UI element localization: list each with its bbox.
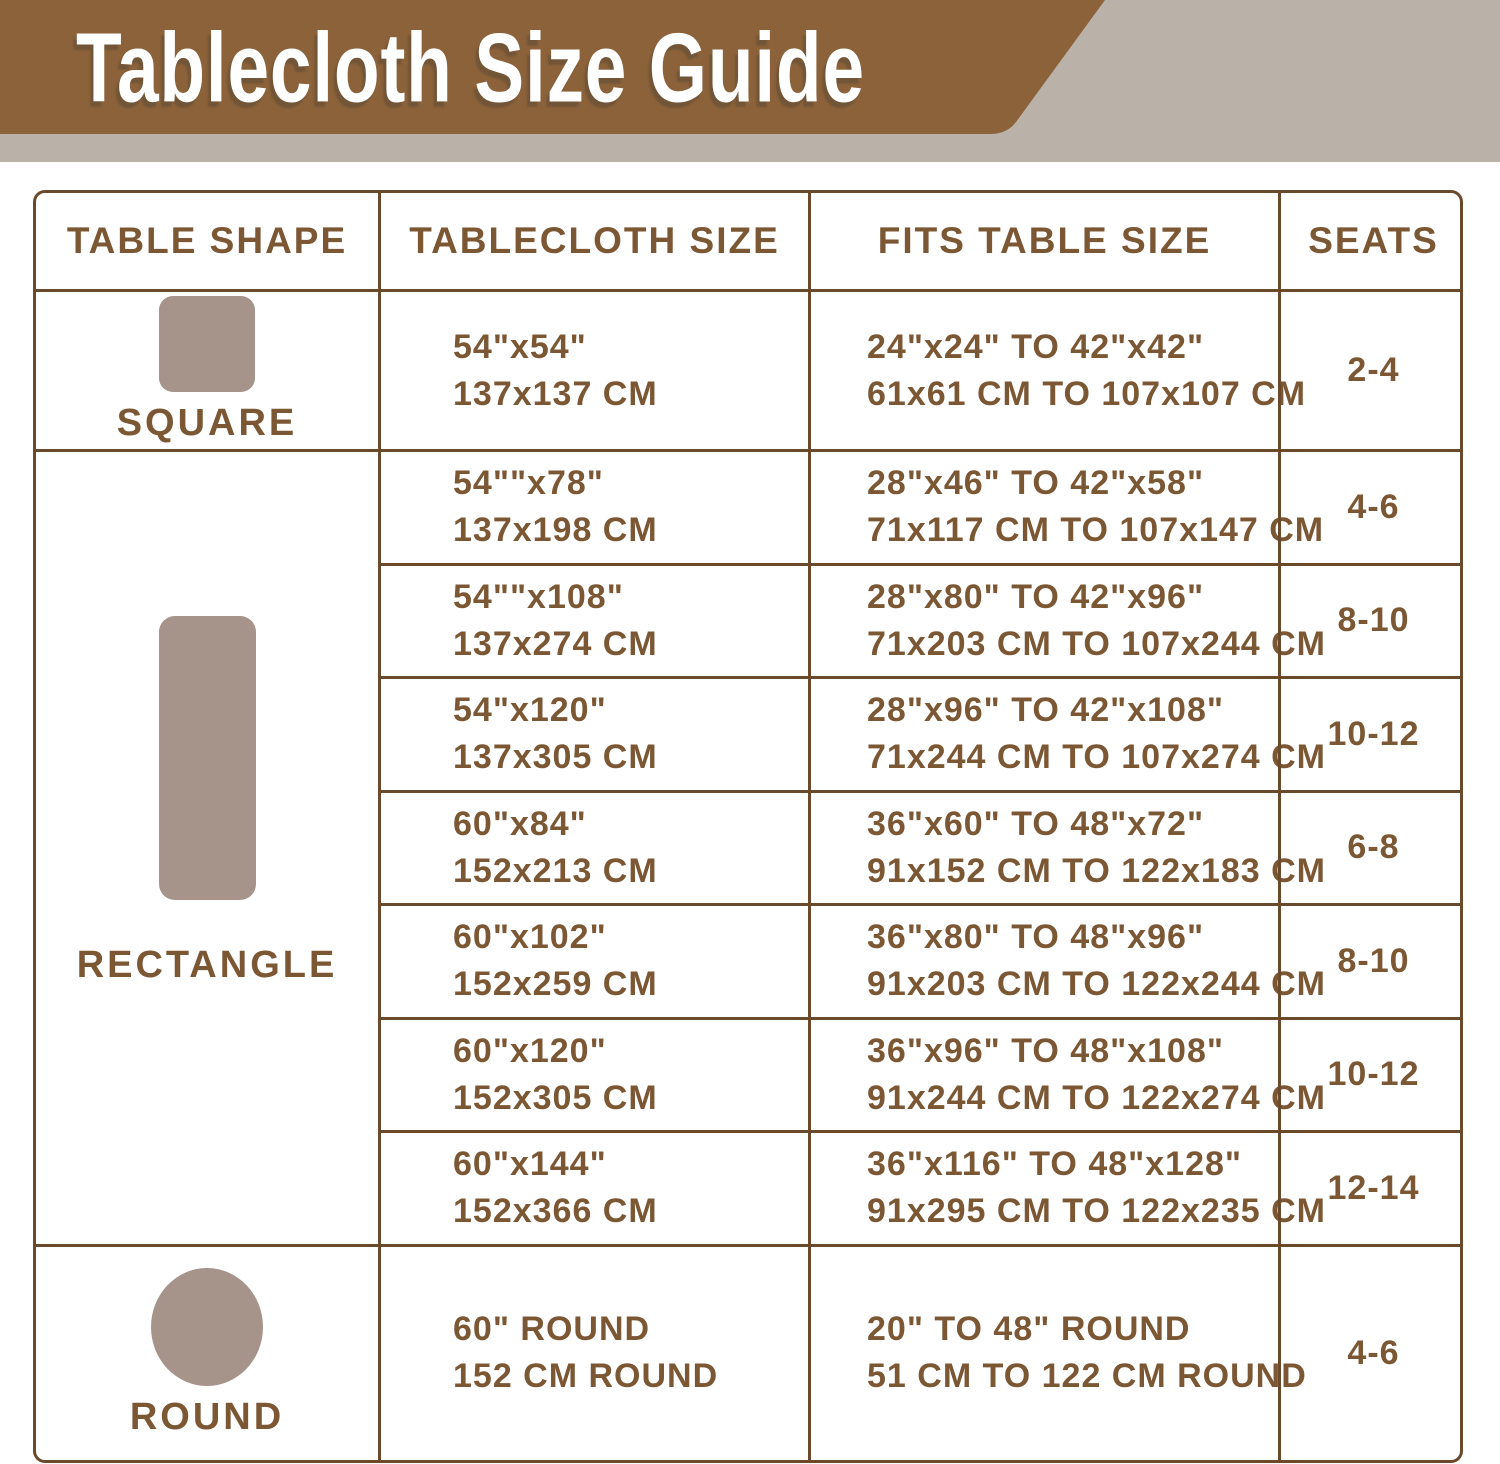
fits-size-inches: 36"x116" TO 48"x128": [867, 1145, 1243, 1184]
cloth-size-cm: 137x137 CM: [453, 374, 658, 413]
table-cell-seats: [1278, 903, 1463, 1017]
fits-size-inches: 24"x24" TO 42"x42": [867, 327, 1205, 366]
table-cell-seats: [1278, 289, 1463, 449]
cloth-size-cm: 152x305 CM: [453, 1078, 658, 1117]
shape-cell-rectangle: [36, 449, 378, 1244]
table-cell-cloth-size: [378, 289, 808, 449]
fits-size-cm: 91x244 CM TO 122x274 CM: [867, 1078, 1326, 1117]
cloth-size-cm: 152 CM ROUND: [453, 1357, 719, 1396]
fits-size-inches: 28"x80" TO 42"x96": [867, 577, 1205, 616]
column-header-table-shape: TABLE SHAPE: [66, 220, 348, 261]
circle-icon: [151, 1268, 263, 1386]
square-icon: [159, 296, 255, 392]
cloth-size-inches: 54""x108": [453, 577, 624, 616]
table-cell-cloth-size: [378, 449, 808, 563]
seats-value: 6-8: [1347, 828, 1400, 867]
fits-size-cm: 71x117 CM TO 107x147 CM: [867, 511, 1325, 550]
column-header-tablecloth-size: TABLECLOTH SIZE: [378, 193, 808, 289]
table-cell-cloth-size: [378, 1017, 808, 1131]
fits-size-inches: 20" TO 48" ROUND: [867, 1310, 1191, 1349]
cloth-size-cm: 137x305 CM: [453, 738, 658, 777]
fits-size-cm: 71x203 CM TO 107x244 CM: [867, 624, 1326, 663]
table-cell-seats: [1278, 1017, 1463, 1131]
rectangle-label: RECTANGLE: [76, 944, 338, 987]
table-cell-fits-size: [808, 563, 1326, 677]
cloth-size-cm: 137x274 CM: [453, 624, 658, 663]
table-cell-fits-size: [808, 790, 1326, 904]
fits-size-inches: 36"x96" TO 48"x108": [867, 1031, 1224, 1070]
cloth-size-inches: 54""x78": [453, 464, 604, 503]
cloth-size-inches: 60"x144": [453, 1145, 607, 1184]
table-cell-fits-size: [808, 449, 1325, 563]
cloth-size-cm: 152x366 CM: [453, 1192, 658, 1231]
fits-size-inches: 28"x46" TO 42"x58": [867, 464, 1205, 503]
cloth-size-inches: 60" ROUND: [453, 1310, 651, 1349]
seats-value: 8-10: [1337, 601, 1410, 640]
table-cell-seats: [1278, 790, 1463, 904]
cloth-size-cm: 152x213 CM: [453, 851, 658, 890]
fits-size-inches: 36"x80" TO 48"x96": [867, 918, 1205, 957]
table-cell-fits-size: [808, 289, 1307, 449]
round-shape-stack: [130, 1268, 284, 1439]
seats-value: 4-6: [1347, 487, 1400, 526]
rectangle-icon: [159, 616, 256, 900]
size-guide-table: [33, 190, 1463, 1463]
table-cell-seats: [1278, 1130, 1463, 1244]
cloth-size-inches: 54"x54": [453, 327, 587, 366]
table-cell-fits-size: [808, 903, 1326, 1017]
table-cell-fits-size: [808, 1017, 1326, 1131]
seats-value: 10-12: [1327, 714, 1420, 753]
shape-cell-square: [36, 289, 378, 449]
round-label: ROUND: [129, 1395, 285, 1438]
rectangle-shape-stack: [77, 616, 338, 987]
cloth-size-inches: 60"x120": [453, 1031, 607, 1070]
table-cell-fits-size: [808, 1244, 1307, 1461]
fits-size-cm: 91x152 CM TO 122x183 CM: [867, 851, 1326, 890]
page-title: Tablecloth Size Guide: [76, 13, 865, 124]
cloth-size-inches: 60"x102": [453, 918, 607, 957]
table-cell-seats: [1278, 563, 1463, 677]
table-cell-seats: [1278, 449, 1463, 563]
square-label: SQUARE: [116, 402, 298, 444]
fits-size-cm: 91x295 CM TO 122x235 CM: [867, 1192, 1326, 1231]
cloth-size-inches: 60"x84": [453, 804, 587, 843]
cloth-size-cm: 152x259 CM: [453, 965, 658, 1004]
column-header-fits-table-size: FITS TABLE SIZE: [808, 193, 1278, 289]
fits-size-cm: 71x244 CM TO 107x274 CM: [867, 738, 1326, 777]
table-cell-cloth-size: [378, 1130, 808, 1244]
square-shape-stack: [117, 296, 298, 445]
header-banner: [0, 0, 1500, 162]
table-cell-cloth-size: [378, 903, 808, 1017]
table-cell-seats: [1278, 1244, 1463, 1461]
table-cell-cloth-size: [378, 790, 808, 904]
table-cell-seats: [1278, 676, 1463, 790]
seats-value: 10-12: [1327, 1055, 1420, 1094]
table-cell-cloth-size: [378, 563, 808, 677]
table-cell-fits-size: [808, 676, 1326, 790]
column-header-seats: SEATS: [1278, 193, 1463, 289]
fits-size-cm: 51 CM TO 122 CM ROUND: [867, 1357, 1307, 1396]
seats-value: 8-10: [1337, 941, 1410, 980]
table-cell-cloth-size: [378, 676, 808, 790]
fits-size-inches: 28"x96" TO 42"x108": [867, 691, 1224, 730]
seats-value: 12-14: [1327, 1168, 1420, 1207]
cloth-size-cm: 137x198 CM: [453, 511, 658, 550]
seats-value: 4-6: [1347, 1333, 1400, 1372]
fits-size-cm: 61x61 CM TO 107x107 CM: [867, 374, 1307, 413]
cloth-size-inches: 54"x120": [453, 691, 607, 730]
table-cell-fits-size: [808, 1130, 1326, 1244]
fits-size-cm: 91x203 CM TO 122x244 CM: [867, 965, 1326, 1004]
table-cell-cloth-size: [378, 1244, 808, 1461]
fits-size-inches: 36"x60" TO 48"x72": [867, 804, 1205, 843]
shape-cell-round: [36, 1244, 378, 1461]
seats-value: 2-4: [1347, 351, 1400, 389]
